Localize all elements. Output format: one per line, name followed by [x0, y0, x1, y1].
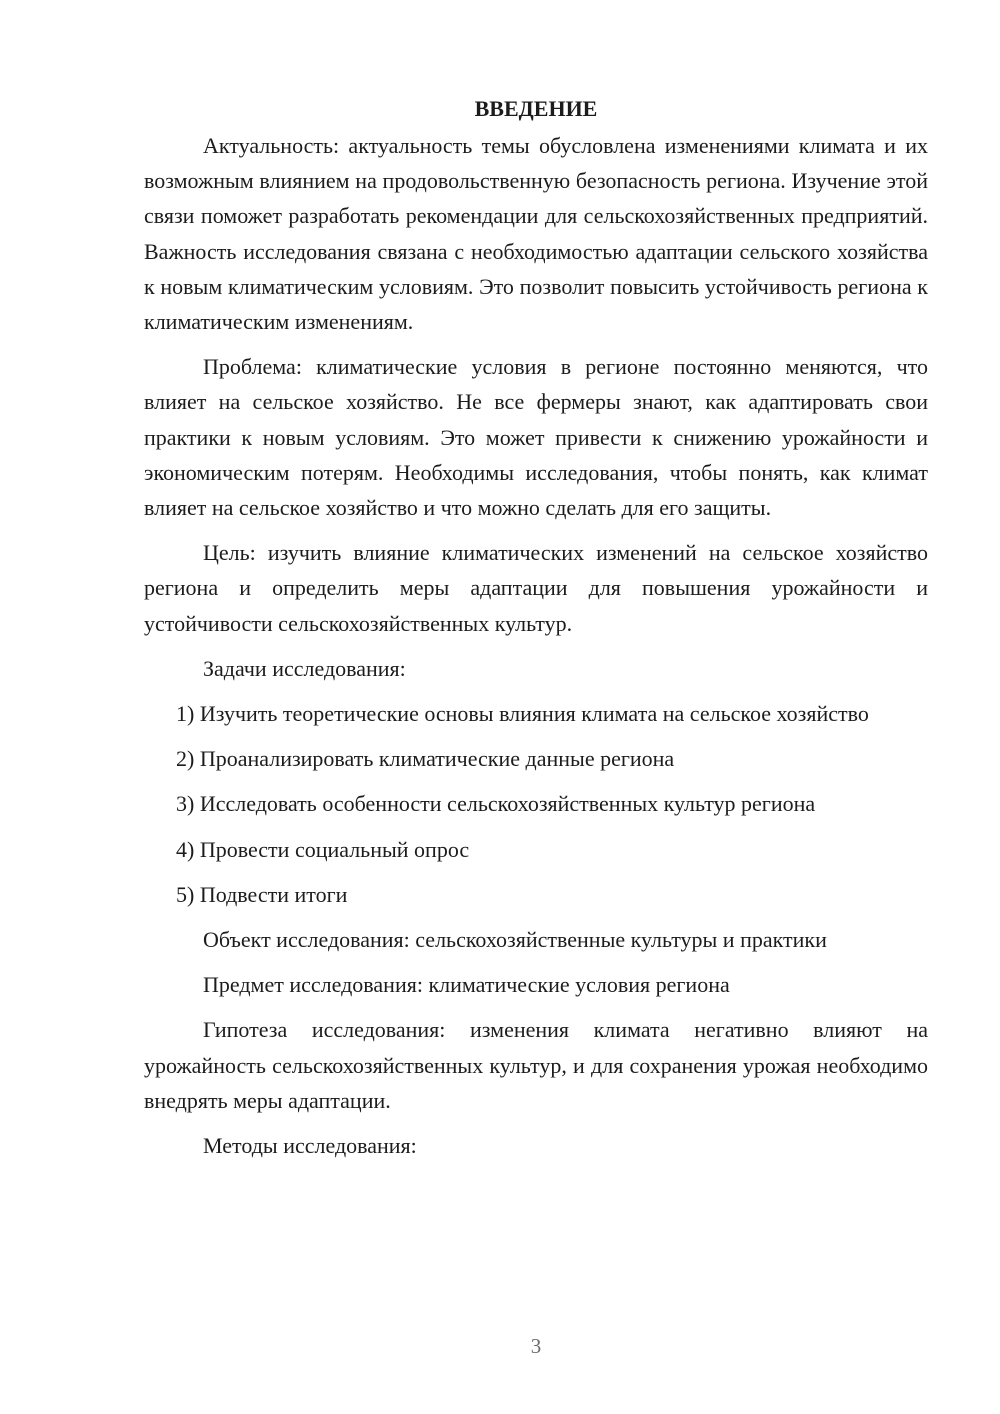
- tasks-title: Задачи исследования:: [203, 655, 406, 681]
- goal-paragraph: Цель: изучить влияние климатических изменений на сельское хозяйство региона и определить меры адаптации для повышения урожайности и устойчивости сельскохозяйственных культур.: [144, 540, 928, 636]
- task-item-4: 4) Провести социальный опрос: [176, 836, 470, 862]
- task-item-1: 1) Изучить теоретические основы влияния климата на сельское хозяйство: [176, 701, 869, 727]
- task-item-2: 2) Проанализировать климатические данные региона: [176, 746, 675, 772]
- object-line: Объект исследования: сельскохозяйственные культуры и практики: [203, 927, 827, 953]
- section-heading: ВВЕДЕНИЕ: [474, 96, 598, 121]
- subject-line: Предмет исследования: климатические условия региона: [203, 972, 730, 998]
- hypothesis-paragraph: Гипотеза исследования: изменения климата негативно влияют на урожайность сельскохозяйственных культур, и для сохранения урожая необходимо внедрять меры адаптации.: [144, 1017, 928, 1113]
- page-number: 3: [530, 1334, 542, 1358]
- document-page: [144, 92, 928, 1163]
- task-item-3: 3) Исследовать особенности сельскохозяйственных культур региона: [176, 791, 816, 817]
- problem-paragraph: Проблема: климатические условия в регионе постоянно меняются, что влияет на сельское хозяйство. Не все фермеры знают, как адаптировать свои практики к новым условиям. Это может привести к снижению урожайности и экономическим потерям. Необходимы исследования, чтобы понять, как климат влияет на сельское хозяйство и что можно сделать для его защиты.: [144, 354, 928, 521]
- task-item-5: 5) Подвести итоги: [176, 881, 348, 907]
- methods-title: Методы исследования:: [203, 1133, 417, 1159]
- relevance-paragraph: Актуальность: актуальность темы обусловлена изменениями климата и их возможным влиянием на продовольственную безопасность региона. Изучение этой связи поможет разработать рекомендации для сельскохозяйственных предприятий. Важность исследования связана с необходимостью адаптации сельского хозяйства к новым климатическим условиям. Это позволит повысить устойчивость региона к климатическим изменениям.: [144, 133, 928, 335]
